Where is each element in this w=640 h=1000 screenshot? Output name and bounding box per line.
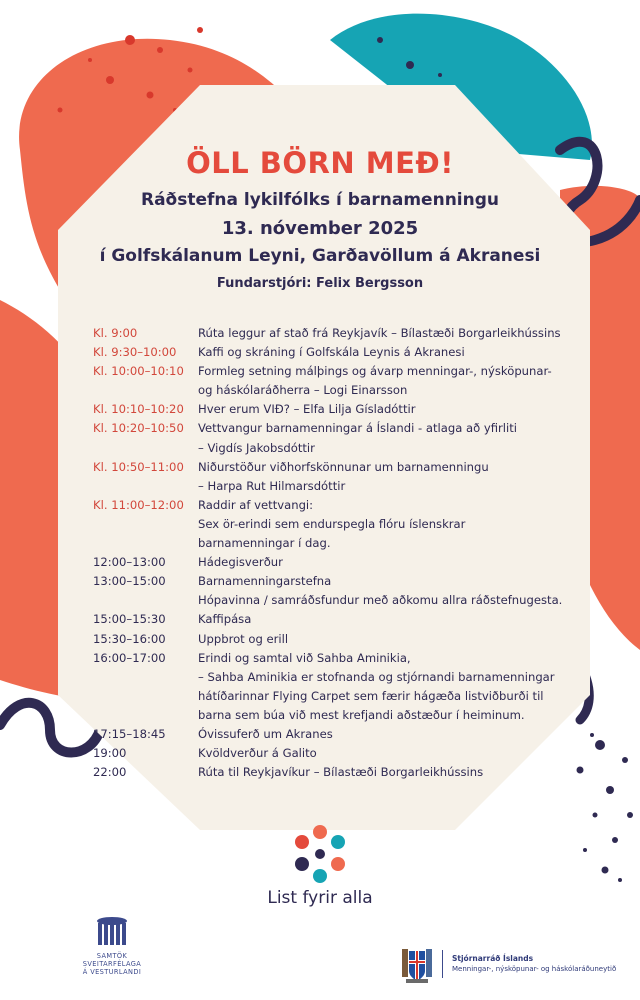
schedule-line: Formleg setning málþings og ávarp menningar-, nýsköpunar-: [198, 364, 552, 379]
schedule-time: Kl. 10:00–10:10: [93, 364, 184, 379]
schedule-row: [93, 343, 603, 362]
schedule-description: [198, 744, 603, 763]
schedule-line: Hádegisverður: [198, 555, 283, 570]
schedule-time: Kl. 10:50–11:00: [93, 459, 184, 474]
schedule-line: Sex ör-erindi sem endurspegla flóru íslenskrar: [198, 516, 466, 531]
schedule-line: Erindi og samtal við Sahba Aminikia,: [198, 650, 411, 665]
schedule-line: Hópavinna / samráðsfundur með aðkomu allra ráðstefnugesta.: [198, 593, 563, 608]
ssv-logo-icon: [95, 915, 129, 949]
schedule-line: – Harpa Rut Hilmarsdóttir: [198, 478, 346, 493]
schedule-time: Kl. 11:00–12:00: [93, 497, 184, 512]
schedule-list: [93, 324, 603, 782]
schedule-line: barna sem búa við mest krefjandi aðstæður í heiminum.: [198, 707, 525, 722]
schedule-description: [198, 400, 603, 419]
schedule-description: [198, 572, 603, 610]
schedule-time: 22:00: [93, 765, 127, 780]
schedule-time: 15:00–15:30: [93, 612, 166, 627]
schedule-time: Kl. 10:20–10:50: [93, 421, 184, 436]
schedule-row: [93, 610, 603, 629]
schedule-time: 17:15–18:45: [93, 726, 166, 741]
schedule-description: [198, 610, 603, 629]
schedule-description: [198, 649, 603, 725]
schedule-time: 15:30–16:00: [93, 631, 166, 646]
schedule-line: – Sahba Aminikia er stofnanda og stjórnandi barnamenningar: [198, 669, 555, 684]
schedule-row: [93, 763, 603, 782]
logo-text: List fyrir alla: [267, 888, 373, 908]
schedule-row: [93, 458, 603, 496]
schedule-line: Niðurstöður viðhorfskönnunar um barnamenningu: [198, 459, 489, 474]
coat-of-arms-icon: [400, 943, 434, 985]
schedule-line: Rúta til Reykjavíkur – Bílastæði Borgarleikhússins: [198, 765, 484, 780]
schedule-description: [198, 343, 603, 362]
gov-name: Stjórnarráð Íslands: [452, 954, 534, 963]
schedule-row: [93, 419, 603, 457]
ssv-name: SAMTÖK SVEITARFÉLAGA Á VESTURLANDI: [82, 952, 142, 976]
schedule-description: [198, 458, 603, 496]
schedule-line: Uppbrot og erill: [198, 631, 289, 646]
schedule-row: [93, 725, 603, 744]
schedule-row: [93, 630, 603, 649]
schedule-line: hátíðarinnar Flying Carpet sem færir hágæða listviðburði til: [198, 688, 544, 703]
schedule-line: Kvöldverður á Galito: [198, 746, 317, 761]
poster-subtitle: Ráðstefna lykilfólks í barnamenningu: [140, 190, 499, 210]
schedule-row: [93, 400, 603, 419]
schedule-description: [198, 630, 603, 649]
schedule-line: Raddir af vettvangi:: [198, 497, 314, 512]
gov-divider: [442, 950, 443, 978]
moderator: Fundarstjóri: Felix Bergsson: [216, 276, 424, 291]
poster-title: ÖLL BÖRN MEÐ!: [186, 146, 454, 180]
schedule-time: 16:00–17:00: [93, 650, 166, 665]
schedule-line: Barnamenningarstefna: [198, 574, 332, 589]
schedule-description: [198, 553, 603, 572]
schedule-time: Kl. 10:10–10:20: [93, 402, 184, 417]
schedule-row: [93, 649, 603, 725]
schedule-row: [93, 324, 603, 343]
list-fyrir-alla-logo-icon: [288, 822, 352, 886]
schedule-line: Kaffi og skráning í Golfskála Leynis á Akranesi: [198, 345, 465, 360]
schedule-line: Óvissuferð um Akranes: [198, 726, 333, 741]
schedule-row: [93, 572, 603, 610]
schedule-time: Kl. 9:30–10:00: [93, 345, 177, 360]
schedule-row: [93, 362, 603, 400]
event-date: 13. nóvember 2025: [221, 218, 419, 239]
schedule-description: [198, 763, 603, 782]
schedule-description: [198, 324, 603, 343]
schedule-time: Kl. 9:00: [93, 326, 138, 340]
schedule-description: [198, 496, 603, 553]
schedule-row: [93, 553, 603, 572]
schedule-row: [93, 496, 603, 553]
gov-ministry: Menningar-, nýsköpunar- og háskólaráðuneytið: [452, 965, 617, 973]
event-location: í Golfskálanum Leyni, Garðavöllum á Akranesi: [99, 246, 541, 266]
schedule-description: [198, 419, 603, 457]
schedule-time: 13:00–15:00: [93, 574, 166, 589]
schedule-line: Hver erum VIÐ? – Elfa Lilja Gísladóttir: [198, 402, 416, 417]
schedule-line: barnamenningar í dag.: [198, 536, 331, 551]
schedule-line: Rúta leggur af stað frá Reykjavík – Bílastæði Borgarleikhússins: [198, 326, 561, 340]
schedule-line: Kaffipása: [198, 612, 252, 627]
schedule-time: 19:00: [93, 746, 127, 761]
schedule-description: [198, 725, 603, 744]
schedule-line: Vettvangur barnamenningar á Íslandi - atlaga að yfirliti: [198, 421, 518, 436]
schedule-time: 12:00–13:00: [93, 555, 166, 570]
schedule-line: og háskólaráðherra – Logi Einarsson: [198, 383, 408, 398]
schedule-row: [93, 744, 603, 763]
schedule-description: [198, 362, 603, 400]
schedule-line: – Vigdís Jakobsdóttir: [198, 440, 315, 455]
